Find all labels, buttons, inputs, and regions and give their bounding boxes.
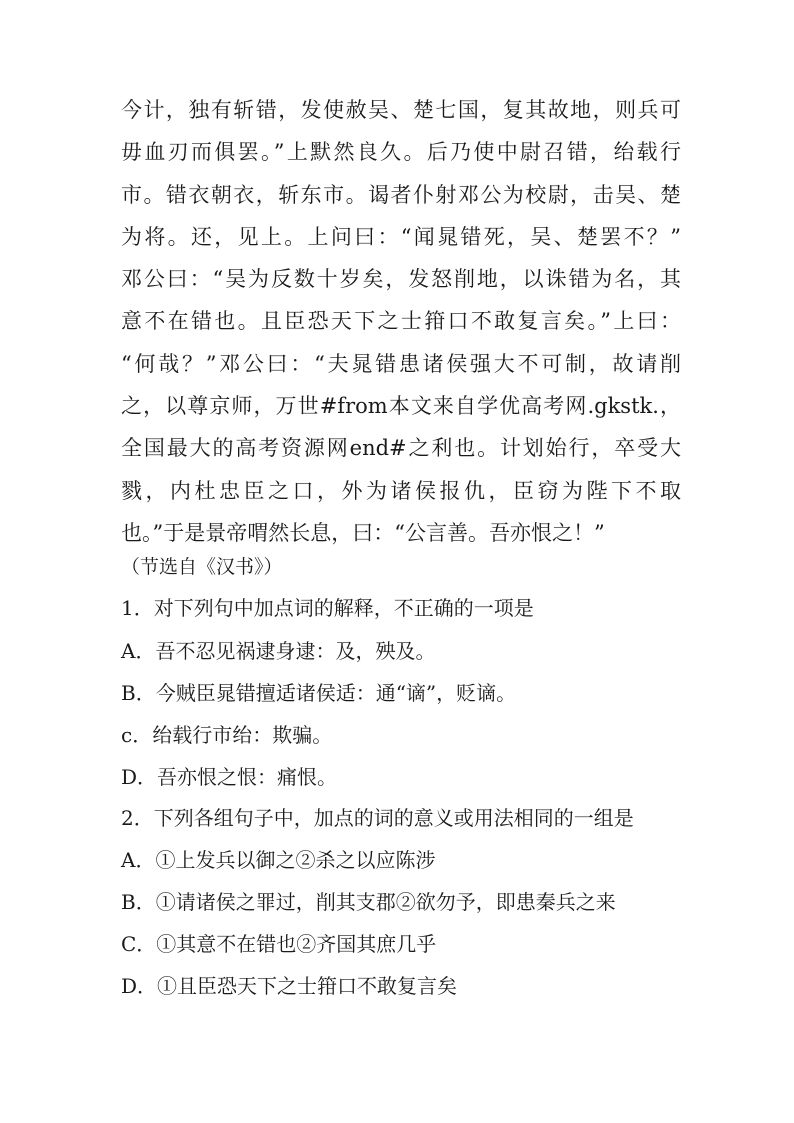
passage-line: “何哉？”邓公曰：“夫晁错患诸侯强大不可制，故请削 — [121, 351, 681, 376]
question-1-option-b: B．今贼臣晁错擅适诸侯适：通“谪”，贬谪。 — [121, 681, 517, 705]
passage-line: 戮，内杜忠臣之口，外为诸侯报仇，臣窃为陛下不取 — [121, 478, 681, 503]
passage-line: 全国最大的高考资源网end#之利也。计划始行，卒受大 — [121, 436, 681, 461]
question-1-option-d: D．吾亦恨之恨：痛恨。 — [121, 765, 338, 789]
question-2-option-d: D．①且臣恐天下之士箝口不敢复言矣 — [121, 974, 458, 998]
passage-line: 邓公曰：“吴为反数十岁矣，发怒削地，以诛错为名，其 — [121, 267, 681, 292]
question-2-option-b: B．①请诸侯之罪过，削其支郡②欲勿予，即患秦兵之来 — [121, 890, 616, 914]
question-1-option-a: A．吾不忍见祸逮身逮：及，殃及。 — [121, 639, 436, 663]
question-1-stem: 1．对下列句中加点词的解释，不正确的一项是 — [121, 596, 534, 620]
passage-line: 今计，独有斩错，发使赦吴、楚七国，复其故地，则兵可 — [121, 98, 681, 122]
question-2-stem: 2．下列各组句子中，加点的词的意义或用法相同的一组是 — [121, 806, 634, 830]
passage-line: 也。”于是景帝喟然长息，曰：“公言善。吾亦恨之！” — [121, 520, 605, 545]
question-2-option-c: C．①其意不在错也②齐国其庶几乎 — [121, 932, 437, 956]
passage-line: 市。错衣朝衣，斩东市。谒者仆射邓公为校尉，击吴、楚 — [121, 182, 681, 207]
question-2-option-a: A．①上发兵以御之②杀之以应陈涉 — [121, 848, 436, 872]
passage-line: 之，以尊京师，万世#from本文来自学优高考网.gkstk.， — [121, 394, 681, 419]
question-1-option-c: c．绐载行市绐：欺骗。 — [121, 723, 333, 747]
passage-line: 为将。还，见上。上问曰：“闻晁错死，吴、楚罢不？” — [121, 224, 681, 249]
passage-line: 意不在错也。且臣恐天下之士箝口不敢复言矣。”上曰： — [121, 309, 681, 334]
passage-line: 毋血刃而俱罢。”上默然良久。后乃使中尉召错，绐载行 — [121, 140, 681, 165]
passage — [121, 89, 681, 554]
passage-source: （节选自《汉书》） — [121, 556, 283, 578]
